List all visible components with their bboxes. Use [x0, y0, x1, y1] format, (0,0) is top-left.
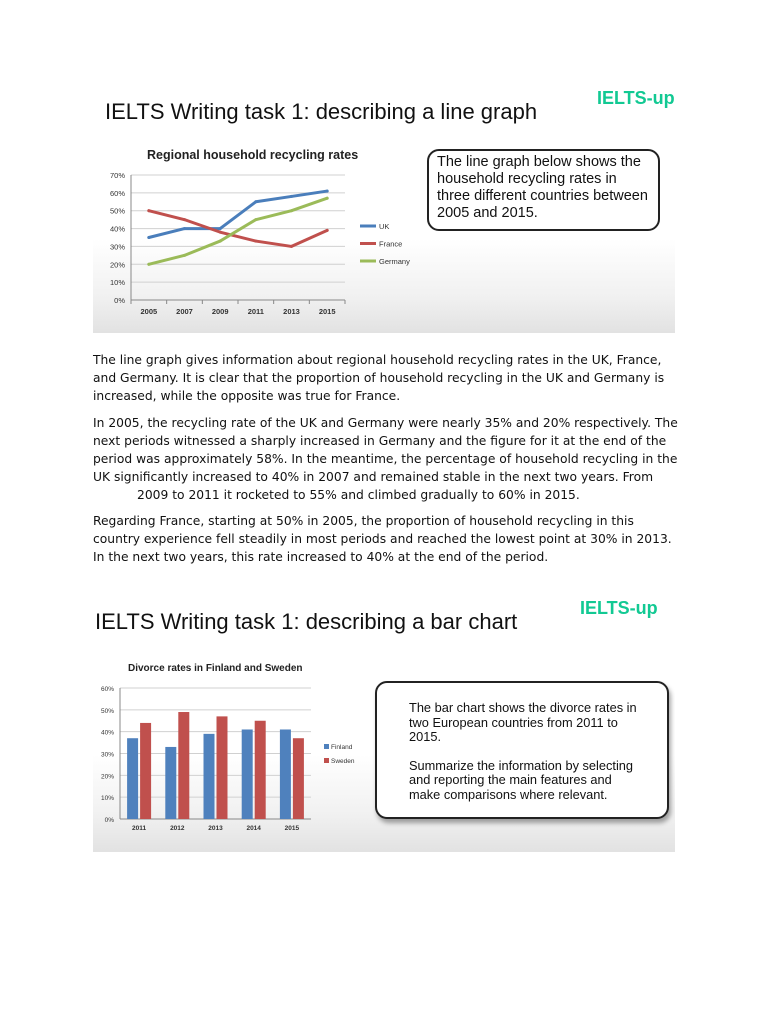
line-chart-point-france [254, 240, 257, 243]
line-chart-x-tick-label: 2011 [247, 307, 264, 316]
bar-chart-bar-finland [280, 729, 291, 819]
line-chart-point-france [147, 209, 150, 212]
line-chart-point-germany [219, 240, 222, 243]
line-graph-task-title: IELTS Writing task 1: describing a line graph [105, 99, 538, 124]
bar-chart-bar-sweden [140, 723, 151, 819]
bar-chart-y-tick-label: 40% [100, 729, 114, 737]
bar-chart-bar-finland [204, 734, 215, 819]
bar-chart-y-tick-label: 20% [100, 773, 114, 781]
line-graph-task-callout [427, 149, 660, 231]
line-chart-x-tick-label: 2013 [283, 307, 300, 316]
bar-chart-bar-finland [127, 738, 138, 819]
line-chart-point-uk [183, 227, 186, 230]
bar-chart-x-tick-label: 2011 [132, 825, 147, 832]
line-chart-y-tick-label: 0% [114, 296, 125, 305]
line-chart-y-tick-label: 10% [109, 278, 125, 288]
bar-chart-bar-sweden [293, 738, 304, 819]
line-graph-task-description: The line graph below shows the household recycling rates in three different countries between 2005 and 2015. [437, 154, 648, 221]
bar-chart-task-instruction: Summarize the information by selecting and reporting the main features and make comparisons where relevant. [409, 757, 634, 802]
line-chart-x-tick-label: 2007 [176, 307, 193, 316]
bar-chart-task-image [93, 597, 675, 852]
ielts-up-logo: IELTS-up [597, 88, 675, 108]
bar-chart-x-tick-label: 2013 [208, 825, 223, 832]
line-chart-title: Regional household recycling rates [147, 148, 359, 162]
essay-paragraph-uk-germany-part1: In 2005, the recycling rate of the UK and Germany were nearly 35% and 20% respectively. The next periods witnessed a sharply increased in Germany and the figure for it at the end of the period was approximately 58%. In the meantime, the percentage of household recycling in the UK significantly increased to 40% in 2007 and remained stable in the next two years. From [93, 416, 678, 484]
line-chart-point-france [326, 229, 329, 232]
line-chart-x-tick-label: 2015 [318, 307, 336, 316]
line-chart-point-france [183, 218, 186, 221]
line-chart-legend-label-germany: Germany [379, 257, 410, 266]
bar-chart-bar-sweden [255, 721, 266, 819]
essay-paragraph-uk-germany-part2: 2009 to 2011 it rocketed to 55% and climbed gradually to 60% in 2015. [137, 488, 580, 502]
bar-chart-task-callout [375, 681, 669, 819]
essay-paragraph-uk-germany [93, 414, 678, 504]
line-chart-x-tick-label: 2005 [140, 307, 158, 316]
line-chart-point-germany [326, 197, 329, 200]
bar-chart-x-tick-label: 2015 [284, 825, 300, 832]
line-chart-y-tick-label: 30% [109, 242, 125, 252]
line-chart-point-france [219, 231, 222, 234]
line-chart-point-germany [183, 254, 186, 257]
bar-chart-legend-label-finland: Finland [331, 744, 353, 751]
bar-chart-title: Divorce rates in Finland and Sweden [128, 663, 303, 674]
bar-chart-legend-label-sweden: Sweden [331, 758, 355, 765]
bar-chart-x-tick-label: 2014 [246, 825, 261, 832]
bar-chart-y-tick-label: 10% [100, 795, 114, 803]
essay-paragraph-france: Regarding France, starting at 50% in 2005, the proportion of household recycling in this country experience fell steadily in most periods and reached the lowest point at 30% in 2013. In the next two years, this rate increased to 40% at the end of the period. [93, 514, 672, 564]
line-chart-point-uk [147, 236, 150, 239]
line-graph-task-image [93, 86, 675, 333]
line-chart-y-tick-label: 40% [109, 224, 125, 234]
bar-chart-task-title: IELTS Writing task 1: describing a bar chart [95, 609, 518, 634]
line-chart-point-uk [219, 227, 222, 230]
line-chart-y-tick-label: 60% [109, 188, 125, 198]
line-chart-y-tick-label: 70% [109, 171, 125, 180]
bar-chart-bar-finland [165, 747, 176, 819]
bar-chart-y-tick-label: 60% [100, 686, 114, 693]
line-chart-y-tick-label: 20% [109, 260, 125, 270]
bar-chart-legend-swatch-sweden [324, 758, 329, 763]
line-chart-legend-label-uk: UK [379, 222, 390, 231]
line-chart-point-uk [326, 190, 329, 193]
bar-chart-y-tick-label: 50% [100, 707, 114, 715]
line-chart-point-germany [147, 263, 150, 266]
bar-chart-bar-sweden [178, 712, 189, 819]
line-chart-y-tick-label: 50% [109, 206, 125, 216]
line-chart-legend-label-france: France [379, 239, 403, 249]
line-chart-point-uk [290, 195, 293, 198]
bar-chart-legend-swatch-finland [324, 744, 329, 749]
bar-chart-y-tick-label: 30% [100, 751, 114, 759]
line-chart-point-uk [254, 200, 257, 203]
bar-chart-bar-sweden [217, 716, 228, 819]
bar-chart-bar-finland [242, 729, 253, 819]
bar-chart-x-tick-label: 2012 [170, 825, 185, 832]
bar-chart-y-tick-label: 0% [104, 817, 114, 824]
line-chart-x-tick-label: 2009 [211, 307, 229, 316]
essay-paragraph-intro: The line graph gives information about regional household recycling rates in the UK, France, and Germany. It is clear that the proportion of household recycling in the UK and Germany is increased, while the opposite was true for France. [93, 353, 665, 403]
ielts-up-logo: IELTS-up [580, 598, 658, 618]
line-chart-point-france [290, 245, 293, 248]
bar-chart-task-description: The bar chart shows the divorce rates in two European countries from 2011 to 2015. [409, 700, 637, 744]
line-chart-point-germany [254, 218, 257, 221]
line-chart-point-germany [290, 209, 293, 212]
